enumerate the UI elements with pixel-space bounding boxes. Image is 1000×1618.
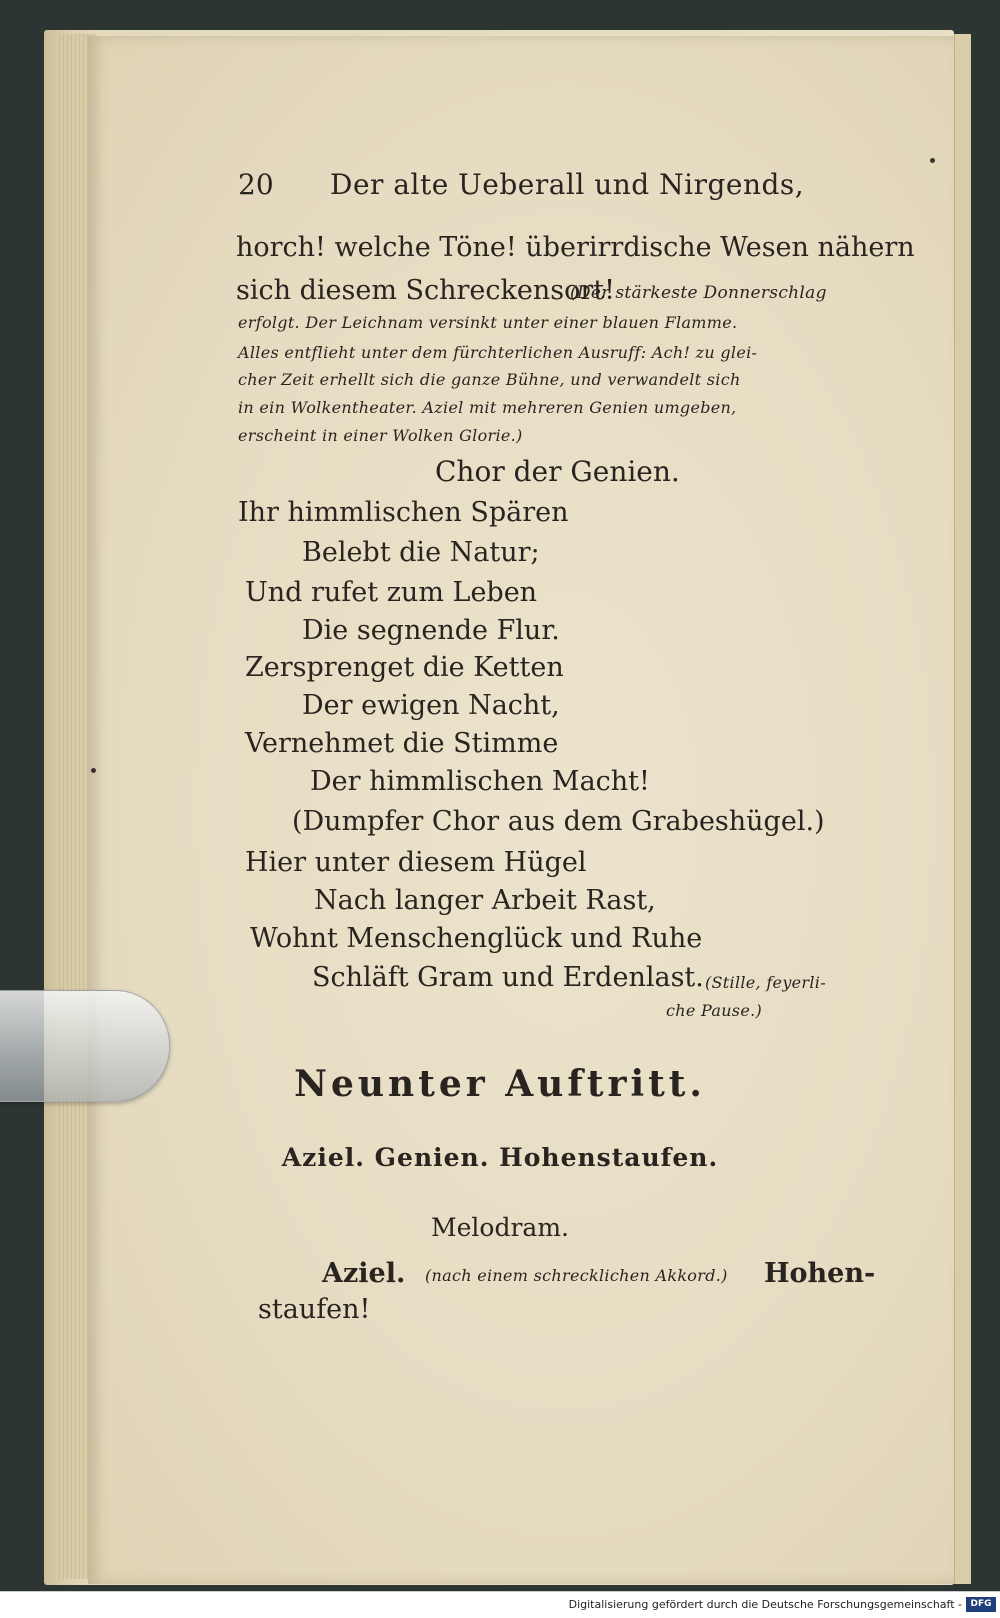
stage-direction-chorus: (Dumpfer Chor aus dem Grabeshügel.) <box>292 806 825 837</box>
cast-list: Aziel. Genien. Hohenstaufen. <box>281 1143 719 1172</box>
verse-line: Der ewigen Nacht, <box>302 690 560 721</box>
stage-direction-line: erscheint in einer Wolken Glorie.) <box>238 426 523 445</box>
stage-direction-line: Alles entflieht unter dem fürchterlichen Ausruff: Ach! zu glei- <box>238 343 758 362</box>
scene-title: Neunter Auftritt. <box>294 1063 706 1105</box>
verse-line: Vernehmet die Stimme <box>245 728 559 759</box>
glass-bookmark <box>0 990 170 1102</box>
page-right-edge <box>954 34 971 1584</box>
page-number: 20 <box>238 168 274 201</box>
stage-direction-line: erfolgt. Der Leichnam versinkt unter einer blauen Flamme. <box>238 313 738 332</box>
verse-line: Ihr himmlischen Spären <box>238 497 569 528</box>
verse-line: Schläft Gram und Erdenlast. <box>312 962 704 993</box>
speech-line: Hohen- <box>764 1258 876 1289</box>
paper-speck <box>930 158 935 163</box>
verse-line: Belebt die Natur; <box>302 537 540 568</box>
footer-bar <box>0 1591 1000 1618</box>
stage-direction-line: cher Zeit erhellt sich die ganze Bühne, und verwandelt sich <box>238 370 741 389</box>
verse-line: Zersprenget die Ketten <box>245 652 564 683</box>
speech-line: staufen! <box>258 1294 371 1325</box>
running-head-title: Der alte Ueberall und Nirgends, <box>330 168 805 201</box>
footer-credit: Digitalisierung gefördert durch die Deutsche Forschungsgemeinschaft - <box>568 1598 962 1611</box>
stage-direction-pause: che Pause.) <box>666 1001 763 1020</box>
stage-direction-pause: (Stille, feyerli- <box>705 973 826 992</box>
verse-line: Die segnende Flur. <box>302 615 560 646</box>
stage-direction-inline: (Der stärkeste Donnerschlag <box>570 283 827 303</box>
stage-direction-line: in ein Wolkentheater. Aziel mit mehreren Genien umgeben, <box>238 398 737 417</box>
verse-line: Nach langer Arbeit Rast, <box>314 885 656 916</box>
speaker-stage-direction: (nach einem schrecklichen Akkord.) <box>425 1266 728 1285</box>
speaker-name: Aziel. <box>322 1258 406 1289</box>
verse-line: Wohnt Menschenglück und Ruhe <box>250 923 703 954</box>
prose-line: sich diesem Schreckensort! <box>236 275 615 306</box>
dfg-logo: DFG <box>966 1597 996 1612</box>
melodram-heading: Melodram. <box>431 1213 569 1242</box>
paper-speck <box>91 768 96 773</box>
verse-line: Und rufet zum Leben <box>245 577 538 608</box>
verse-line: Hier unter diesem Hügel <box>245 847 587 878</box>
chorus-heading: Chor der Genien. <box>435 455 680 488</box>
prose-line: horch! welche Töne! überirrdische Wesen nähern <box>236 232 915 263</box>
verse-line: Der himmlischen Macht! <box>310 766 650 797</box>
